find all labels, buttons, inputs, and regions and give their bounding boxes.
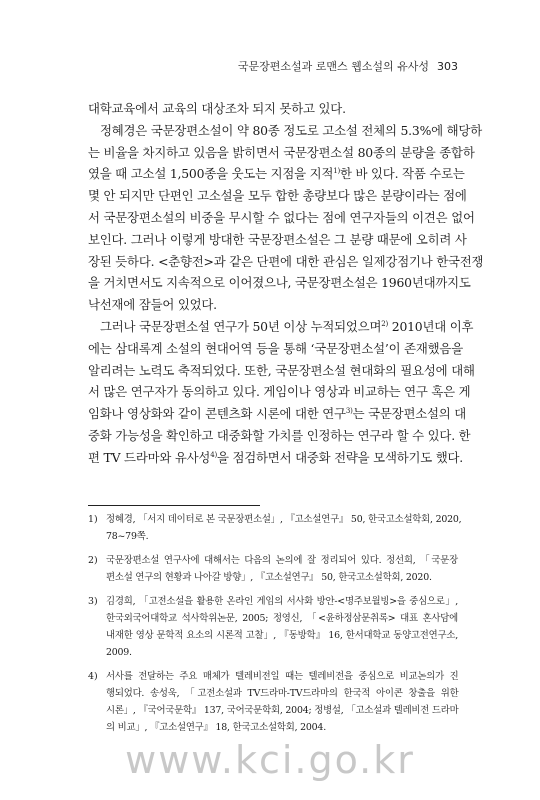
footnotes xyxy=(88,511,462,743)
footnote-mark: 2) xyxy=(381,319,389,328)
body-line: 보인다. 그러나 이렇게 방대한 국문장편소설은 그 분량 때문에 오히려 사 xyxy=(88,231,467,247)
body-line xyxy=(88,403,467,425)
footnote-number: 3) xyxy=(88,596,98,607)
body-line-part: 였을 때 고소설 1,500종을 웃도는 지점을 지적 xyxy=(88,166,334,182)
footnote-2 xyxy=(88,552,458,586)
body-line-part: 편 TV 드라마와 유사성 xyxy=(88,449,211,465)
footnote-line: 2009. xyxy=(106,647,132,658)
watermark: www.kci.go.kr xyxy=(125,738,415,782)
footnote-3 xyxy=(88,593,458,661)
footnote-number: 2) xyxy=(88,555,98,566)
footnote-number: 1) xyxy=(88,514,98,525)
body-line xyxy=(88,316,474,338)
footnote-mark: 3) xyxy=(345,407,353,416)
running-title: 국문장편소설과 로맨스 웹소설의 유사성 xyxy=(237,60,429,73)
body-text xyxy=(88,98,484,469)
body-line: 는 비율을 차지하고 있음을 밝히면서 국문장편소설 80종의 분량을 종합하 xyxy=(88,144,475,160)
page-number: 303 xyxy=(437,60,458,73)
body-line-part: 그러나 국문장편소설 연구가 50년 이상 누적되었으며 xyxy=(100,318,382,334)
body-line: 낙선재에 잠들어 있었다. xyxy=(88,297,217,313)
footnote-line: 한국외국어대학교 석사학위논문, 2005; 정영신, 「<윤하정삼문취록> 대표 혼사담에 xyxy=(106,613,458,624)
footnote-line: 김경희, 「고전소설을 활용한 온라인 게임의 서사화 방안-<명주보월빙>을 중심으로」, xyxy=(106,596,458,607)
body-line: 알리려는 노력도 축적되었다. 또한, 국문장편소설 현대화의 필요성에 대해 xyxy=(88,362,475,378)
footnote-line: 78~79쪽. xyxy=(106,531,149,542)
body-line: 중화 가능성을 확인하고 대중화할 가치를 인정하는 연구라 할 수 있다. 한 xyxy=(88,427,471,443)
body-line xyxy=(88,447,464,469)
footnote-line: 의 비교」, 『고소설연구』 18, 한국고소설학회, 2004. xyxy=(106,722,326,733)
body-line: 서 국문장편소설의 비중을 무시할 수 없다는 점에 연구자들의 이견은 없어 xyxy=(88,209,475,225)
body-line: 에는 삼대록계 소설의 현대어역 등을 통해 ‘국문장편소설’이 존재했음을 xyxy=(88,340,463,356)
body-line xyxy=(88,163,465,185)
footnote-line: 행되었다. 송성욱, 「고전소설과 TV드라마-TV드라마의 한국적 아이콘 창출을 위한 xyxy=(106,688,459,699)
running-header xyxy=(238,58,458,74)
body-line-part: 임화나 영상화와 같이 콘텐츠화 시론에 대한 연구 xyxy=(88,406,346,422)
footnote-line: 내재한 영상 문학적 요소의 시론적 고찰」, 『동방학』 16, 한서대학교 동양고전연구소, xyxy=(106,630,458,641)
footnote-line: 편소설 연구의 현황과 나아갈 방향」, 『고소설연구』 50, 한국고소설학회, 2020. xyxy=(106,572,432,583)
footnote-number: 4) xyxy=(88,671,98,682)
footnote-line: 서사를 전달하는 주요 매체가 텔레비전일 때는 텔레비전을 중심으로 비교논의가 진 xyxy=(106,671,459,682)
footnote-mark: 1) xyxy=(333,167,341,176)
body-line-part: 2010년대 이후 xyxy=(388,318,474,334)
body-line-part: 을 점검하면서 대중화 전략을 모색하기도 했다. xyxy=(216,449,464,465)
body-line: 을 거치면서도 지속적으로 이어졌으나, 국문장편소설은 1960년대까지도 xyxy=(88,275,471,291)
body-line: 정혜경은 국문장편소설이 약 80종 정도로 고소설 전체의 5.3%에 해당하 xyxy=(100,122,482,138)
footnote-line: 국문장편소설 연구사에 대해서는 다음의 논의에 잘 정리되어 있다. 정선희, 「국문장 xyxy=(106,555,458,566)
body-line-part: 한 바 있다. 작품 수로는 xyxy=(340,166,465,182)
footnote-divider xyxy=(88,505,260,506)
footnote-line: 정혜경, 「서지 데이터로 본 국문장편소설」, 『고소설연구』 50, 한국고소설학회, 2020, xyxy=(106,514,462,525)
body-line: 장된 듯하다. <춘향전>과 같은 단편에 대한 관심은 일제강점기나 한국전쟁 xyxy=(88,253,484,269)
body-line: 서 많은 연구자가 동의하고 있다. 게임이나 영상과 비교하는 연구 혹은 게 xyxy=(88,384,471,400)
footnote-mark: 4) xyxy=(210,450,217,459)
body-line: 몇 안 되지만 단편인 고소설을 모두 합한 총량보다 많은 분량이라는 점에 xyxy=(88,188,467,204)
footnote-4 xyxy=(88,668,458,736)
footnote-line: 시론」, 『국어국문학』 137, 국어국문학회, 2004; 정병설, 「고소설과 텔레비전 드라마 xyxy=(106,705,459,716)
footnote-1 xyxy=(88,511,462,545)
body-line-part: 는 국문장편소설의 대 xyxy=(352,406,467,422)
body-line: 대학교육에서 교육의 대상조차 되지 못하고 있다. xyxy=(88,101,346,116)
